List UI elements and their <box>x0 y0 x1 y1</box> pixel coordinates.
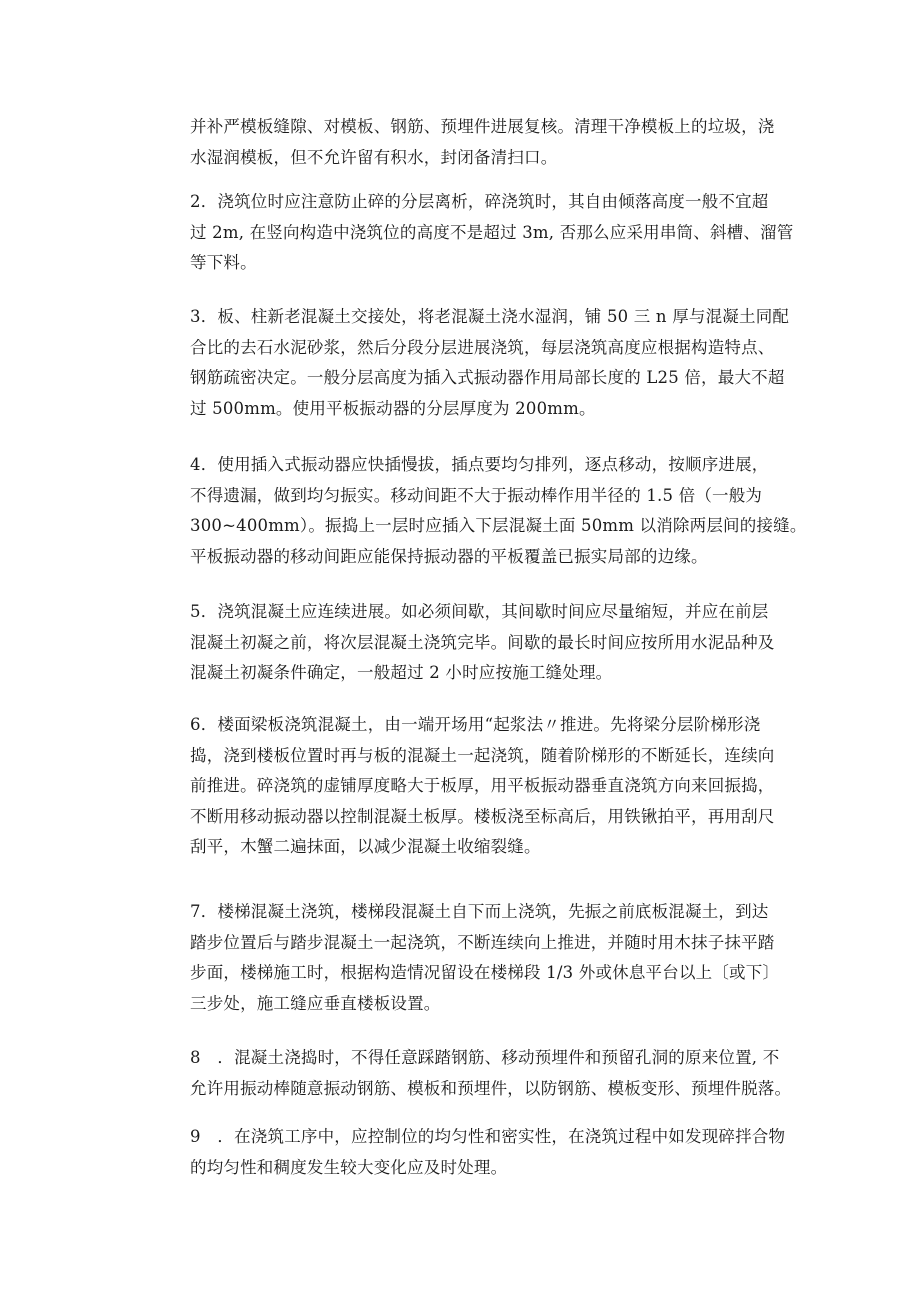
paragraph-4 <box>190 450 807 572</box>
text-line: 300~400mm）。振捣上一层时应插入下层混凝土面 50mm 以消除两层间的接缝。 <box>190 516 807 535</box>
text-line: 9 ．在浇筑工序中，应控制位的均匀性和密实性，在浇筑过程中如发现碎拌合物 <box>190 1127 786 1146</box>
text-line: 7．楼梯混凝土浇筑，楼梯段混凝土自下而上浇筑，先振之前底板混凝土，到达 <box>190 902 769 921</box>
paragraph-5 <box>190 597 802 689</box>
text-line: 8 ．混凝土浇捣时，不得任意踩踏钢筋、移动预埋件和预留孔洞的原来位置, 不 <box>190 1048 780 1067</box>
text-line: 4．使用插入式振动器应快插慢拔，插点要均匀排列，逐点移动，按顺序进展， <box>190 455 769 474</box>
text-line: 允许用振动棒随意振动钢筋、模板和预埋件，以防钢筋、模板变形、预埋件脱落。 <box>190 1078 792 1098</box>
text-line: 刮平，木蟹二遍抹面，以减少混凝土收缩裂缝。 <box>190 837 541 856</box>
paragraph-7 <box>190 897 802 1019</box>
text-line: 三步处，施工缝应垂直楼板设置。 <box>190 993 441 1013</box>
text-line: 不得遗漏，做到均匀振实。移动间距不大于振动棒作用半径的 1.5 倍（一般为 <box>190 485 763 505</box>
paragraph-8 <box>190 1043 802 1104</box>
text-line: 过 500mm。使用平板振动器的分层厚度为 200mm。 <box>190 398 596 418</box>
paragraph-2 <box>190 187 802 279</box>
text-line: 不断用移动振动器以控制混凝土板厚。楼板浇至标高后，用铁锹拍平，再用刮尺 <box>190 806 775 826</box>
text-line: 混凝土初凝条件确定，一般超过 2 小时应按施工缝处理。 <box>190 663 613 682</box>
paragraph-6 <box>190 710 802 863</box>
text-line: 过 2m, 在竖向构造中浇筑位的高度不是超过 3m, 否那么应采用串筒、斜槽、溜管 <box>190 222 794 242</box>
text-line: 踏步位置后与踏步混凝土一起浇筑，不断连续向上推进，并随时用木抹子抹平踏 <box>190 932 775 952</box>
text-line: 并补严模板缝隙、对模板、钢筋、预埋件进展复核。清理干净模板上的垃圾，浇 <box>190 117 775 136</box>
text-line: 6．楼面梁板浇筑混凝土，由一端开场用“起浆法〃推进。先将梁分层阶梯形浇 <box>190 715 761 734</box>
text-line: 等下料。 <box>190 253 257 272</box>
paragraph-9 <box>190 1122 802 1183</box>
text-line: 平板振动器的移动间距应能保持振动器的平板覆盖已振实局部的边缘。 <box>190 546 708 566</box>
text-line: 3．板、柱新老混凝土交接处，将老混凝土浇水湿润，铺 50 三 n 厚与混凝土同配 <box>190 307 790 326</box>
text-line: 2．浇筑位时应注意防止碎的分层离析，碎浇筑时，其自由倾落高度一般不宜超 <box>190 192 769 211</box>
text-line: 混凝土初凝之前，将次层混凝土浇筑完毕。间歇的最长时间应按所用水泥品种及 <box>190 632 775 652</box>
paragraph-3 <box>190 302 802 424</box>
text-line: 钢筋疏密决定。一般分层高度为插入式振动器作用局部长度的 L25 倍，最大不超 <box>190 368 785 387</box>
text-line: 前推进。碎浇筑的虚铺厚度略大于板厚，用平板振动器垂直浇筑方向来回振捣， <box>190 776 775 795</box>
text-line: 的均匀性和稠度发生较大变化应及时处理。 <box>190 1157 508 1177</box>
text-line: 5．浇筑混凝土应连续进展。如必须间歇，其间歇时间应尽量缩短，并应在前层 <box>190 602 769 621</box>
text-line: 捣，浇到楼板位置时再与板的混凝土一起浇筑，随着阶梯形的不断延长，连续向 <box>190 745 775 765</box>
text-line: 合比的去石水泥砂浆，然后分段分层进展浇筑，每层浇筑高度应根据构造特点、 <box>190 337 775 357</box>
paragraph-1 <box>190 112 802 173</box>
text-line: 水湿润模板，但不允许留有积水，封闭备清扫口。 <box>190 147 558 167</box>
text-line: 步面，楼梯施工时，根据构造情况留设在楼梯段 1/3 外或休息平台以上〔或下〕 <box>190 963 780 982</box>
